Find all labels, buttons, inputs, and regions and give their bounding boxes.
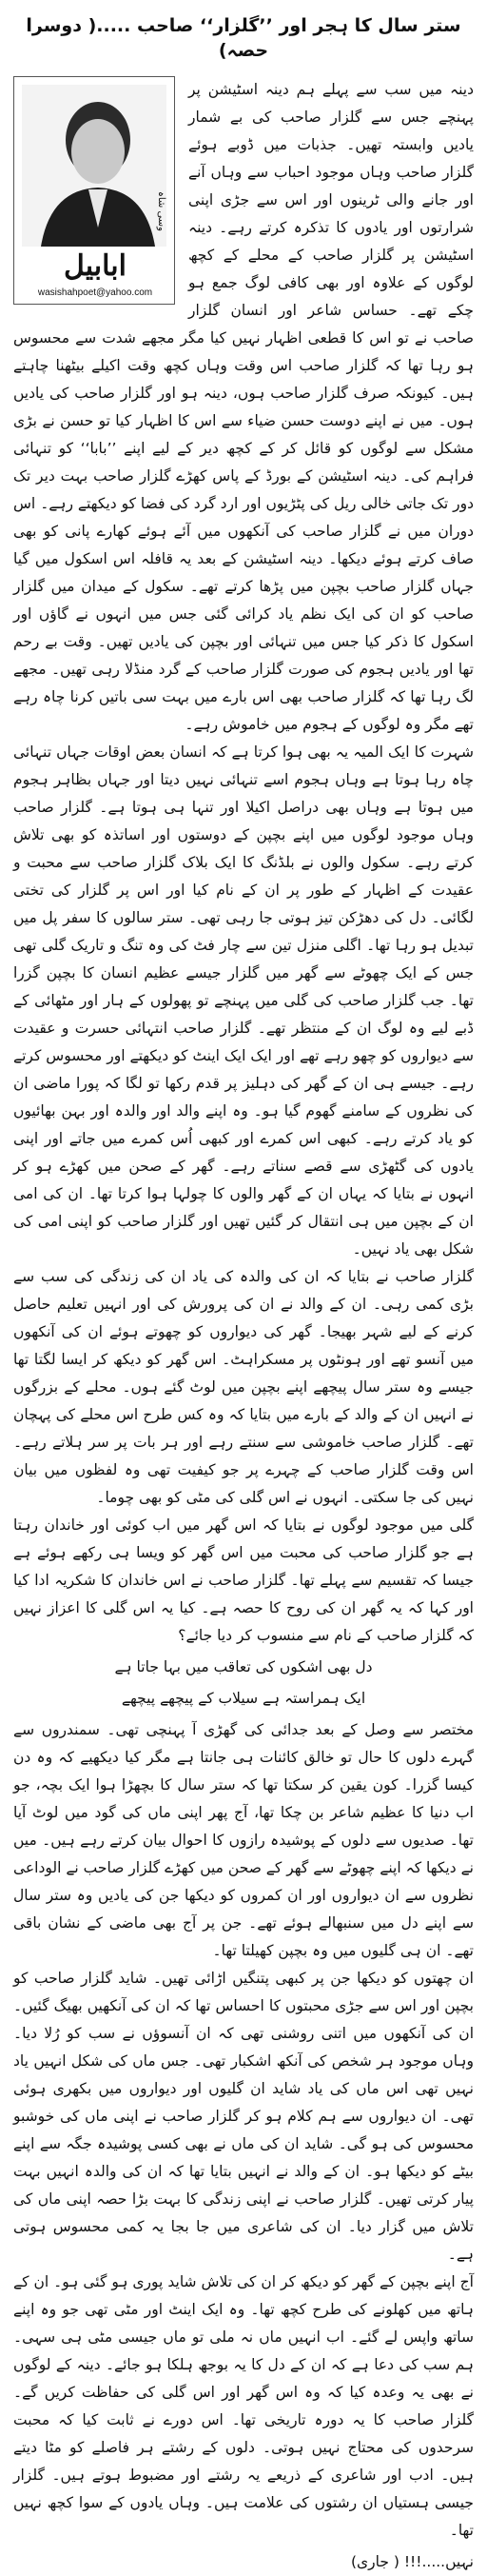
paragraph: گلی میں موجود لوگوں نے بتایا کہ اس گھر میں اب کوئی اور خاندان رہتا ہے جو گلزار صاحب کی محبت میں اس گھر کو ویسا ہی رکھے ہوئے ہے جیسا کہ تقسیم سے پہلے تھا۔ گلزار صاحب نے اس خاندان کا شکریہ ادا کیا اور کہا کہ یہ گھر ان کی روح کا حصہ ہے۔ کیا یہ اس گلی کا اعزاز نہیں کہ گلزار صاحب کے نام سے منسوب کر دیا جائے؟	[13, 1516, 474, 1644]
article-body	[13, 76, 474, 1650]
paragraph: مختصر سے وصل کے بعد جدائی کی گھڑی آ پہنچی تھی۔ سمندروں سے گہرے دلوں کا حال تو خالق کائنات ہی جانتا ہے مگر کیا دیکھیے کہ وہ دن کیسا گزرا۔ کون یقین کر سکتا تھا کہ ستر سال کا بچھڑا ہوا ایک بچہ، جو اب دنیا کا عظیم شاعر بن چکا تھا، آج پھر اپنی ماں کی گود میں لوٹ آیا تھا۔ صدیوں سے دلوں کے پوشیدہ رازوں کا احوال بیان کرتے رہے ہیں۔ میں نے دیکھا کہ اپنے چھوٹے سے گھر کے صحن میں کھڑے گلزار صاحب نے الوداعی نظروں سے ان دیواروں اور ان کمروں کو دیکھا جن کی یادیں وہ ستر سال سے اپنے دل میں سنبھالے ہوئے تھے۔ جن پر آج بھی ماضی کے نشان باقی تھے۔ ان ہی گلیوں میں وہ بچپن کھیلتا تھا۔	[13, 1721, 474, 1959]
article-body-continued	[13, 1716, 474, 2545]
paragraph: گلزار صاحب نے بتایا کہ ان کی والدہ کی یاد ان کی زندگی کی سب سے بڑی کمی رہی۔ ان کے والد نے ان کی پرورش کی اور انہیں تعلیم حاصل کرنے کے لیے شہر بھیجا۔ گھر کی دیواروں کو چھوتے ہوئے ان کی آنکھوں میں آنسو تھے اور ہونٹوں پر مسکراہٹ۔ اس گھر کو دیکھ کر ایسا لگتا تھا جیسے وہ ستر سال پیچھے اپنے بچپن میں لوٹ گئے ہوں۔ محلے کے بزرگوں نے انہیں ان کے والد کے بارے میں بتایا کہ وہ کس طرح اس محلے کی پہچان تھے۔ گلزار صاحب خاموشی سے سنتے رہے اور ہر بات پر سر ہلاتے رہے۔ اس وقت گلزار صاحب کے چہرے پر جو کیفیت تھی وہ لفظوں میں بیان نہیں کی جا سکتی۔ انہوں نے اس گلی کی مٹی کو بھی چوما۔	[13, 1268, 474, 1506]
verse-line: دل بھی اشکوں کی تعاقب میں بہا جاتا ہے	[114, 1658, 373, 1675]
column-title: ستر سال کا ہجر اور ’’گلزار‘‘ صاحب .....( دوسرا حصہ)	[26, 15, 461, 61]
paragraph: آج اپنے بچپن کے گھر کو دیکھ کر ان کی تلاش شاید پوری ہو گئی ہو۔ ان کے ہاتھ میں کھلونے کی طرح کچھ تھا۔ وہ ایک اینٹ اور مٹی تھی جو وہ اپنے ساتھ واپس لے گئے۔ اب انہیں ماں نہ ملی تو ماں جیسی مٹی ہی سہی۔ ہم سب کی دعا ہے کہ ان کے دل کا یہ بوجھ ہلکا ہو جائے۔ دینہ کے لوگوں نے بھی یہ وعدہ کیا کہ وہ اس گھر اور اس گلی کی حفاظت کریں گے۔ گلزار صاحب کا یہ دورہ تاریخی تھا۔ اس دورے نے ثابت کیا کہ محبت سرحدوں کی محتاج نہیں ہوتی۔ دلوں کے رشتے ہر فاصلے کو مٹا دیتے ہیں۔ ادب اور شاعری کے ذریعے یہ رشتے اور مضبوط ہوتے ہیں۔ گلزار جیسی ہستیاں ان رشتوں کی علامت ہیں۔ وہاں یادوں کے سوا کچھ نہیں تھا۔	[13, 2273, 474, 2539]
continued-marker: نہیں.....!!! ( جاری)	[350, 2553, 474, 2570]
column-logo-box	[13, 76, 175, 305]
author-email: wasishahpoet@yahoo.com	[37, 287, 153, 298]
paragraph: شہرت کا ایک المیہ یہ بھی ہوا کرتا ہے کہ انسان بعض اوقات جہاں تنہائی چاہ رہا ہوتا ہے وہاں ہجوم اسے تنہائی نہیں دیتا اور جہاں بظاہر ہجوم میں ہوتا ہے وہاں بھی دراصل اکیلا اور تنہا ہی ہوتا ہے۔ گلزار صاحب وہاں موجود لوگوں میں اپنے بچپن کے دوستوں اور اساتذہ کو بھی تلاش کرتے رہے۔ سکول والوں نے بلڈنگ کا ایک بلاک گلزار صاحب سے محبت و عقیدت کے اظہار کے طور پر ان کے نام کیا اور اس پر گلزار کی تختی لگائی۔ دل کی دھڑکن تیز ہوتی جا رہی تھی۔ ستر سالوں کا سفر پل میں تبدیل ہو رہا تھا۔ اگلی منزل تین سے چار فٹ کی وہ تنگ و تاریک گلی تھی جس کے ایک چھوٹے سے گھر میں گلزار جیسے عظیم انسان کا بچپن گزرا تھا۔ جب گلزار صاحب کی گلی میں پہنچے تو پھولوں کے ہار اور مٹھائی کے ڈبے لیے وہ لوگ ان کے منتظر تھے۔ گلزار صاحب انتہائی حسرت و عقیدت سے دیواروں کو چھو رہے تھے اور ایک ایک اینٹ کو دیکھتے اور محسوس کرتے رہے۔ جیسے ہی ان کے گھر کی دہلیز پر قدم رکھا تو لگا کہ پورا ماضی ان کی نظروں کے سامنے گھوم گیا ہو۔ وہ اپنے والد اور والدہ اور بہن بھائیوں کو یاد کرتے رہے۔ کبھی اس کمرے اور کبھی اُس کمرے میں جاتے اور اپنی یادوں کی گٹھڑی سے قصے سناتے رہے۔ گھر کے صحن میں کھڑے ہو کر انہوں نے بتایا کہ یہاں ان کے گھر والوں کا چولہا ہوا کرتا تھا۔ ان کی امی ان کے بچپن میں ہی انتقال کر گئیں تھیں اور گلزار صاحب کو اپنی امی کی شکل بھی یاد نہیں۔	[13, 743, 474, 1258]
author-portrait-icon	[22, 85, 166, 247]
paragraph: دینہ میں سب سے پہلے ہم دینہ اسٹیشن پر پہنچے جس سے گلزار صاحب کی بے شمار یادیں وابستہ تھیں۔ جذبات میں ڈوبے ہوئے گلزار صاحب وہاں موجود احباب سے وہاں آنے اور جانے والی ٹرینوں اور اس سے جڑی اپنی شرارتوں اور یادوں کا تذکرہ کرتے رہے۔ دینہ اسٹیشن پر گلزار صاحب کے محلے کے کچھ لوگوں کے علاوہ اور بھی کافی لوگ جمع ہو چکے تھے۔ حساس شاعر اور انسان گلزار صاحب نے تو اس کا قطعی اظہار نہیں کیا مگر مجھے شدت سے محسوس ہو رہا تھا کہ گلزار صاحب اس وقت وہاں کچھ وقت اکیلے بیٹھنا چاہتے ہیں۔ کیونکہ صرف گلزار صاحب ہوں، دینہ ہو اور گلزار صاحب کی یادیں ہوں۔ میں نے اپنے دوست حسن ضیاء سے اس کا اظہار کیا تو حسن نے بڑی مشکل سے لوگوں کو قائل کر کے کچھ دیر کے لیے اپنے ’’بابا‘‘ کو تنہائی فراہم کی۔ دینہ اسٹیشن کے بورڈ کے پاس کھڑے گلزار صاحب بہت دیر تک دور تک جاتی خالی ریل کی پٹڑیوں اور ارد گرد کی فضا کو دیکھتے رہے۔ اس دوران میں نے گلزار صاحب کی آنکھوں میں آئے ہوئے کھارے پانی کو بھی صاف کرتے ہوئے دیکھا۔ دینہ اسٹیشن کے بعد یہ قافلہ اس اسکول میں گیا جہاں گلزار صاحب بچپن میں پڑھا کرتے تھے۔ سکول کے میدان میں گلزار صاحب کو ان کی ایک نظم یاد کرائی گئی جس میں انہوں نے گاؤں اور اسکول کا ذکر کیا جس میں تنہائی اور بچپن کی یادیں تھیں۔ وقت بے رحم تھا اور یادیں ہجوم کی صورت گلزار صاحب کے گرد منڈلا رہی تھیں۔ مجھے لگ رہا تھا کہ گلزار صاحب بھی اس بارے میں بہت سی باتیں کرنا چاہ رہے تھے مگر وہ لوگوں کے ہجوم میں خاموش رہے۔	[13, 81, 474, 733]
author-photo	[22, 85, 166, 247]
paragraph: ان چھتوں کو دیکھا جن پر کبھی پتنگیں اڑائی تھیں۔ شاید گلزار صاحب کو بچپن اور اس سے جڑی محبتوں کا احساس تھا کہ ان کی آنکھیں بھیگ گئیں۔ ان کی آنکھوں میں اتنی روشنی تھی کہ ان آنسوؤں نے سب کو رُلا دیا۔ وہاں موجود ہر شخص کی آنکھ اشکبار تھی۔ جس ماں کی شکل انہیں یاد نہیں تھی اس ماں کی یاد شاید ان گلیوں اور دیواروں میں بکھری ہوئی تھی۔ ان دیواروں سے ہم کلام ہو کر گلزار صاحب نے اپنی ماں کی خوشبو محسوس کی ہو گی۔ شاید ان کی ماں نے بھی کسی پوشیدہ جگہ سے اپنے بیٹے کو دیکھا ہو۔ ان کے والد نے انہیں بتایا تھا کہ ان کی والدہ انہیں بہت پیار کرتی تھیں۔ گلزار صاحب نے اپنی زندگی کا بہت بڑا حصہ اپنی ماں کی تلاش میں گزار دیا۔ ان کی شاعری میں جا بجا یہ کمی محسوس ہوتی ہے۔	[13, 1970, 474, 2263]
author-name: وسی شاہ	[156, 191, 166, 232]
verse-line: ایک ہمراستہ ہے سیلاب کے پیچھے پیچھے	[121, 1690, 366, 1707]
column-name: ابابیل	[64, 249, 127, 283]
